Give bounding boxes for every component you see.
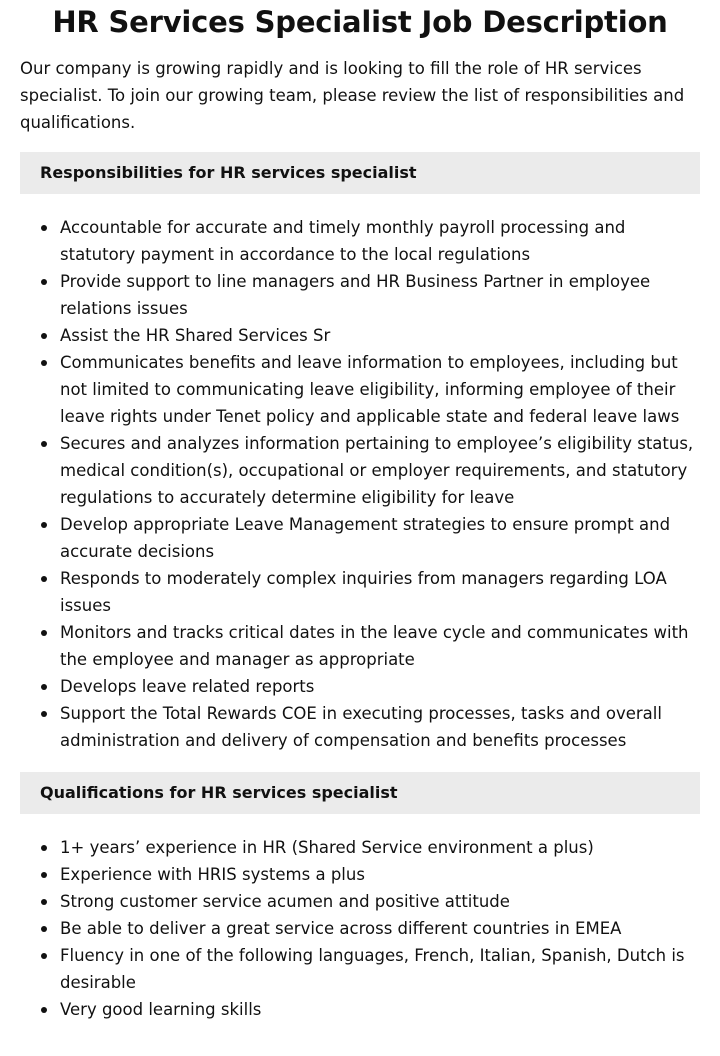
bullet-icon [41, 441, 47, 447]
bullet-icon [41, 576, 47, 582]
list-item [20, 700, 700, 754]
list-item-text: Support the Total Rewards COE in executing processes, tasks and overall administration and delivery of compensation and benefits processes [60, 704, 662, 750]
list-item-text: Experience with HRIS systems a plus [60, 865, 365, 884]
bullet-icon [41, 360, 47, 366]
qualifications-heading: Qualifications for HR services specialist [20, 772, 700, 814]
list-item [20, 942, 700, 996]
bullet-icon [41, 630, 47, 636]
bullet-icon [41, 684, 47, 690]
list-item [20, 565, 700, 619]
responsibilities-heading: Responsibilities for HR services specialist [20, 152, 700, 194]
bullet-icon [41, 926, 47, 932]
bullet-icon [41, 872, 47, 878]
bullet-icon [41, 279, 47, 285]
qualifications-list [20, 834, 700, 1023]
list-item [20, 888, 700, 915]
bullet-icon [41, 225, 47, 231]
list-item-text: Fluency in one of the following languages, French, Italian, Spanish, Dutch is desirable [60, 946, 685, 992]
list-item-text: 1+ years’ experience in HR (Shared Service environment a plus) [60, 838, 594, 857]
responsibilities-list [20, 214, 700, 754]
list-item [20, 214, 700, 268]
list-item-text: Strong customer service acumen and positive attitude [60, 892, 510, 911]
bullet-icon [41, 953, 47, 959]
bullet-icon [41, 711, 47, 717]
list-item [20, 996, 700, 1023]
list-item-text: Secures and analyzes information pertaining to employee’s eligibility status, medical condition(s), occupational or employer requirements, and statutory regulations to accurately determine eligibility for leave [60, 434, 694, 507]
list-item-text: Responds to moderately complex inquiries from managers regarding LOA issues [60, 569, 667, 615]
list-item-text: Communicates benefits and leave information to employees, including but not limited to communicating leave eligibility, informing employee of their leave rights under Tenet policy and applicable state and federal leave laws [60, 353, 680, 426]
list-item [20, 673, 700, 700]
bullet-icon [41, 899, 47, 905]
intro-paragraph: Our company is growing rapidly and is looking to fill the role of HR services specialist. To join our growing team, please review the list of responsibilities and qualifications. [20, 59, 685, 132]
list-item-text: Be able to deliver a great service across different countries in EMEA [60, 919, 622, 938]
bullet-icon [41, 1007, 47, 1013]
list-item-text: Develops leave related reports [60, 677, 315, 696]
list-item-text: Develop appropriate Leave Management strategies to ensure prompt and accurate decisions [60, 515, 671, 561]
bullet-icon [41, 522, 47, 528]
list-item-text: Assist the HR Shared Services Sr [60, 326, 331, 345]
list-item [20, 834, 700, 861]
list-item [20, 861, 700, 888]
list-item [20, 268, 700, 322]
list-item [20, 322, 700, 349]
list-item-text: Very good learning skills [60, 1000, 262, 1019]
list-item-text: Provide support to line managers and HR Business Partner in employee relations issues [60, 272, 651, 318]
page-title: HR Services Specialist Job Description [52, 5, 668, 39]
list-item-text: Accountable for accurate and timely monthly payroll processing and statutory payment in accordance to the local regulations [60, 218, 626, 264]
bullet-icon [41, 845, 47, 851]
list-item [20, 430, 700, 511]
list-item [20, 915, 700, 942]
bullet-icon [41, 333, 47, 339]
list-item [20, 511, 700, 565]
list-item [20, 349, 700, 430]
list-item-text: Monitors and tracks critical dates in the leave cycle and communicates with the employee and manager as appropriate [60, 623, 689, 669]
list-item [20, 619, 700, 673]
